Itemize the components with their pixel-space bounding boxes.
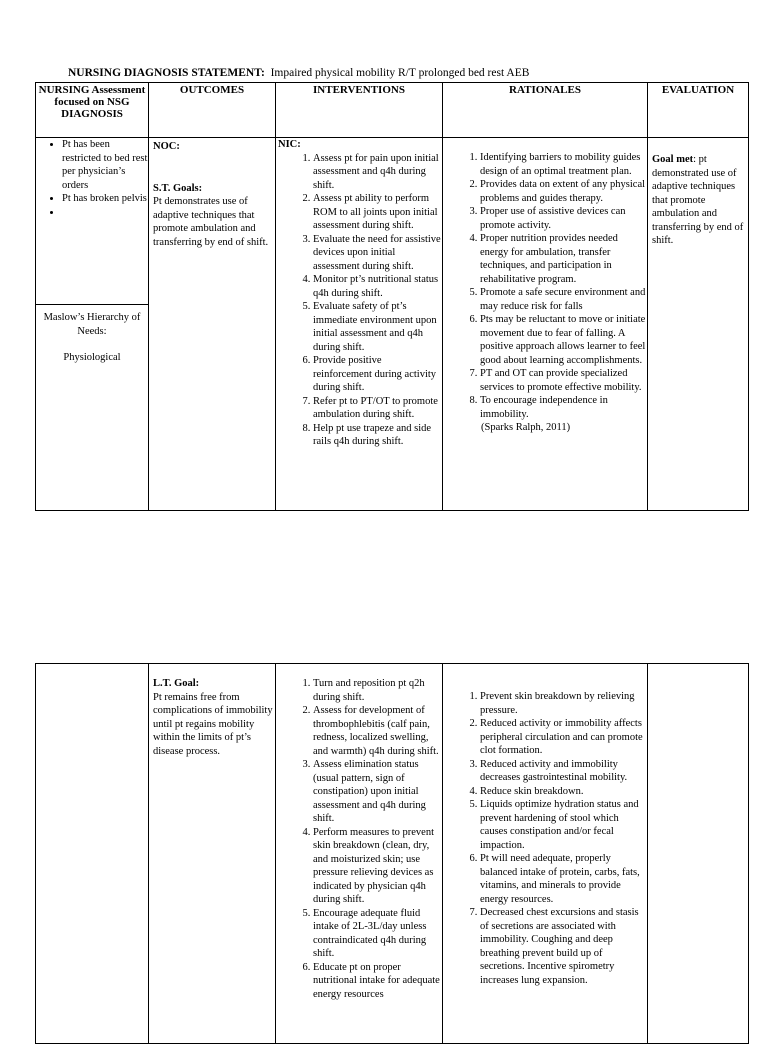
intervention-item: 3. Assess elimination status (usual pattern, sign of constipation) upon initial assessment and q4h during shift. xyxy=(313,758,442,826)
rationale-item: 4. Reduce skin breakdown. xyxy=(480,785,647,799)
st-goals-text: Pt demonstrates use of adaptive techniques that promote ambulation and transferring by end of shift. xyxy=(153,196,269,248)
intervention-item: 7. Refer pt to PT/OT to promote ambulation during shift. xyxy=(313,395,442,422)
lt-goal-label: L.T. Goal: xyxy=(153,678,200,689)
diagnosis-statement-text: Impaired physical mobility R/T prolonged bed rest AEB xyxy=(270,67,530,79)
intervention-item: 3. Evaluate the need for assistive devices upon initial assessment during shift. xyxy=(313,233,442,274)
goal-met-text: : pt demonstrated use of adaptive techniques that promote ambulation and transferring by end of shift. xyxy=(652,154,744,246)
lt-interventions-cell xyxy=(276,664,443,1044)
care-plan-table-continued xyxy=(35,663,749,1044)
intervention-item: 4. Monitor pt’s nutritional status q4h during shift. xyxy=(313,273,442,300)
intervention-item: 6. Educate pt on proper nutritional intake for adequate energy resources xyxy=(313,961,442,1002)
rationale-item: 7. Decreased chest excursions and stasis of secretions are associated with immobility. Coughing and deep breathing prevent build up of secretions. Incentive spirometry increases lung expansion. xyxy=(480,906,647,987)
outcomes-cell xyxy=(149,138,276,511)
intervention-item: 2. Assess for development of thrombophlebitis (calf pain, redness, localized swelling, and warmth) q4h during shift. xyxy=(313,704,442,758)
rationale-item: 3. Reduced activity and immobility decreases gastrointestinal mobility. xyxy=(480,758,647,785)
rationales-cell xyxy=(443,138,648,511)
rationale-item: 3. Proper use of assistive devices can promote activity. xyxy=(480,205,647,232)
assessment-list xyxy=(36,138,148,219)
intervention-item: 5. Evaluate safety of pt’s immediate environment upon initial assessment and q4h during shift. xyxy=(313,300,442,354)
intervention-item: 4. Perform measures to prevent skin breakdown (clean, dry, and moisturized skin; use pressure relieving devices as indicated by physician q4h during shift. xyxy=(313,826,442,907)
rationale-item: 6. Pt will need adequate, properly balanced intake of protein, carbs, fats, vitamins, and minerals to provide energy resources. xyxy=(480,852,647,906)
evaluation-cell-empty xyxy=(648,664,749,1044)
interventions-cell xyxy=(276,138,443,511)
intervention-item: 1. Turn and reposition pt q2h during shift. xyxy=(313,677,442,704)
rationale-item: 7. PT and OT can provide specialized services to promote effective mobility. xyxy=(480,367,647,394)
diagnosis-statement-label: NURSING DIAGNOSIS STATEMENT: xyxy=(68,67,265,79)
interventions-list xyxy=(276,152,442,449)
st-goals-label: S.T. Goals: xyxy=(153,182,203,194)
rationale-item: 1. Prevent skin breakdown by relieving pressure. xyxy=(480,690,647,717)
rationale-item: 5. Promote a safe secure environment and may reduce risk for falls xyxy=(480,286,647,313)
intervention-item: 5. Encourage adequate fluid intake of 2L-3L/day unless contraindicated q4h during shift. xyxy=(313,907,442,961)
rationale-item: 1. Identifying barriers to mobility guides design of an optimal treatment plan. xyxy=(480,151,647,178)
intervention-item: 8. Help pt use trapeze and side rails q4h during shift. xyxy=(313,422,442,449)
header-interventions: INTERVENTIONS xyxy=(276,83,443,138)
noc-label: NOC: xyxy=(153,141,180,152)
assessment-item xyxy=(62,206,148,220)
intervention-item: 1. Assess pt for pain upon initial assessment and q4h during shift. xyxy=(313,152,442,193)
intervention-item: 6. Provide positive reinforcement during activity during shift. xyxy=(313,354,442,395)
maslow-section xyxy=(36,304,148,365)
goal-met-label: Goal met xyxy=(652,154,694,165)
lt-outcomes-cell xyxy=(149,664,276,1044)
header-assessment: NURSING Assessment focused on NSG DIAGNOSIS xyxy=(36,83,149,138)
lt-interventions-list xyxy=(276,677,442,1001)
rationale-item: 2. Reduced activity or immobility affects peripheral circulation and can promote clot formation. xyxy=(480,717,647,758)
rationale-item: 6. Pts may be reluctant to move or initiate movement due to fear of falling. A positive approach allows learner to feel good about learning accomplishments. xyxy=(480,313,647,367)
lt-rationales-cell xyxy=(443,664,648,1044)
rationale-item: 4. Proper nutrition provides needed energy for ambulation, transfer techniques, and participation in rehabilitative program. xyxy=(480,232,647,286)
lt-rationales-list xyxy=(443,690,647,987)
assessment-item: • Pt has broken pelvis xyxy=(62,192,148,206)
rationale-item: 8. To encourage independence in immobility. xyxy=(480,394,647,421)
assessment-cell xyxy=(36,138,149,511)
maslow-label: Maslow’s Hierarchy of Needs: xyxy=(43,312,141,337)
rationales-list xyxy=(443,151,647,421)
header-evaluation: EVALUATION xyxy=(648,83,749,138)
assessment-cell-empty xyxy=(36,664,149,1044)
intervention-item: 2. Assess pt ability to perform ROM to all joints upon initial assessment during shift. xyxy=(313,192,442,233)
nic-label: NIC: xyxy=(278,139,301,150)
header-outcomes: OUTCOMES xyxy=(149,83,276,138)
assessment-item: • Pt has been restricted to bed rest per physician’s orders xyxy=(62,138,148,192)
rationale-item: 2. Provides data on extent of any physical problems and guides therapy. xyxy=(480,178,647,205)
care-plan-table xyxy=(35,82,749,511)
maslow-value: Physiological xyxy=(63,352,121,363)
rationale-item: 5. Liquids optimize hydration status and prevent hardening of stool which causes constipation and/or fecal impaction. xyxy=(480,798,647,852)
header-rationales: RATIONALES xyxy=(443,83,648,138)
rationale-source: (Sparks Ralph, 2011) xyxy=(481,422,571,433)
evaluation-cell xyxy=(648,138,749,511)
diagnosis-statement xyxy=(68,67,529,79)
lt-goal-text: Pt remains free from complications of immobility until pt regains mobility within the limits of pt’s disease process. xyxy=(153,691,273,757)
